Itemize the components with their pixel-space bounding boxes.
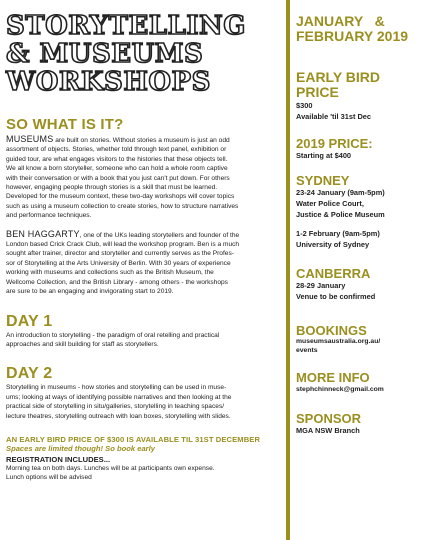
ben-haggarty-paragraph	[6, 230, 282, 297]
bookings-heading: BOOKINGS	[296, 323, 367, 338]
registration-line: Lunch options will be advised	[6, 474, 92, 482]
sydney-details-1	[296, 187, 430, 220]
what-line: however, engaging people through stories is a skill that must be learned.	[6, 184, 218, 192]
what-line: and performance techniques.	[6, 212, 92, 220]
museums-lead: MUSEUMS	[6, 134, 54, 144]
title-line-1: STORYTELLING	[6, 11, 246, 41]
more-info-heading: MORE INFO	[296, 370, 370, 385]
day1-paragraph	[6, 331, 282, 350]
poster-title	[6, 6, 282, 98]
day2-line: Storytelling in museums - how stories and storytelling can be used in muse-	[6, 384, 227, 392]
registration-line: Morning tea on both days. Lunches will be at participants own expense.	[6, 464, 215, 472]
right-column	[296, 6, 430, 436]
day1-heading: DAY 1	[6, 312, 53, 330]
dates-line-1: JANUARY &	[296, 13, 385, 29]
day2-line: ums; looking at ways of identifying possible narratives and then looking at the	[6, 393, 232, 401]
dates-line-2: FEBRUARY 2019	[296, 28, 409, 44]
ben-line: working with museums and collections such as the British Museum, the	[6, 269, 214, 277]
sponsor-text: MGA NSW Branch	[296, 426, 360, 435]
sydney-line: 23-24 January (9am-5pm)	[296, 188, 385, 197]
ben-line: Wellcome Collection, and the British Library - among others - the workshops	[6, 278, 228, 286]
what-is-it-heading: SO WHAT IS IT?	[6, 116, 124, 133]
ben-line: , one of the UKs leading storytellers and founder of the	[79, 231, 240, 239]
bookings-line[interactable]: events	[296, 347, 318, 354]
registration-paragraph	[6, 464, 282, 483]
bookings-link[interactable]	[296, 337, 430, 355]
sydney-line: University of Sydney	[296, 240, 370, 249]
day2-line: lecture theatres, storytelling outreach with loan boxes, storytelling with slides.	[6, 412, 231, 420]
canberra-line: Venue to be confirmed	[296, 292, 376, 301]
what-line: are built on stories. Without stories a museum is just an odd	[53, 137, 230, 144]
ben-lead: BEN HAGGARTY	[6, 228, 80, 239]
what-line: We all know a born storyteller, someone who can hold a whole room captive	[6, 165, 228, 173]
ben-line: London based Crick Crack Club, will lead the workshop program. Ben is a much	[6, 241, 240, 249]
what-line: guided tour, are what engages visitors to the histories that these objects tell.	[6, 155, 228, 163]
what-line: with their conversation or with a book that you just can't put down. For others	[6, 174, 230, 182]
early-bird-heading-line-1: EARLY BIRD	[296, 69, 381, 85]
what-line: Developed for the museum context, these two-day workshops will cover topics	[6, 193, 235, 201]
ben-line: sought after trainer, director and storyteller and currently serves as the Profes-	[6, 250, 234, 258]
left-column	[6, 6, 282, 483]
day2-paragraph	[6, 383, 282, 421]
spaces-limited-notice: Spaces are limited though! So book early	[6, 443, 155, 453]
what-line: such as using a museum collection to create stories, how to structure narratives	[6, 202, 239, 210]
canberra-line: 28-29 January	[296, 281, 346, 290]
day2-line: practical side of storytelling in situ/galleries, storytelling in teaching spaces/	[6, 403, 225, 411]
ben-line: are sure to be an engaging and invigorating start to 2019.	[6, 288, 174, 296]
early-bird-notice-block	[6, 435, 282, 483]
what-is-it-paragraph	[6, 135, 282, 221]
dates-heading	[296, 14, 430, 44]
sydney-line: Water Police Court,	[296, 199, 364, 208]
sydney-heading: SYDNEY	[296, 173, 350, 188]
price-2019-text: Starting at $400	[296, 151, 352, 160]
day1-line: approaches and skill building for staff as storytellers.	[6, 340, 159, 348]
early-bird-until: Available 'til 31st Dec	[296, 112, 372, 121]
early-bird-price-heading	[296, 70, 430, 100]
title-line-3: WORKSHOPS	[6, 67, 211, 97]
more-info-email[interactable]: stephchinneck@gmail.com	[296, 386, 384, 393]
day2-heading: DAY 2	[6, 365, 53, 383]
sydney-line: 1-2 February (9am-5pm)	[296, 229, 380, 238]
early-bird-price: $300	[296, 101, 313, 110]
sydney-line: Justice & Police Museum	[296, 210, 385, 219]
price-2019-heading: 2019 PRICE:	[296, 136, 373, 151]
early-bird-heading-line-2: PRICE	[296, 84, 339, 100]
title-line-2: & MUSEUMS	[6, 39, 204, 69]
early-bird-notice: AN EARLY BIRD PRICE OF $300 IS AVAILABLE TIL 31ST DECEMBER	[6, 434, 261, 444]
registration-heading: REGISTRATION INCLUDES...	[6, 454, 111, 464]
ben-line: sor of Storytelling at the Arts University of Berlin. With 30 years of experience	[6, 259, 231, 267]
bookings-line[interactable]: museumsaustralia.org.au/	[296, 338, 381, 345]
column-divider	[286, 0, 290, 540]
what-line: assortment of objects. Stories, whether told through text panel, exhibition or	[6, 146, 227, 154]
canberra-details	[296, 280, 430, 302]
sponsor-heading: SPONSOR	[296, 411, 362, 426]
canberra-heading: CANBERRA	[296, 266, 371, 281]
day1-line: An introduction to storytelling - the paradigm of oral retelling and practical	[6, 331, 220, 339]
sydney-details-2	[296, 228, 430, 250]
